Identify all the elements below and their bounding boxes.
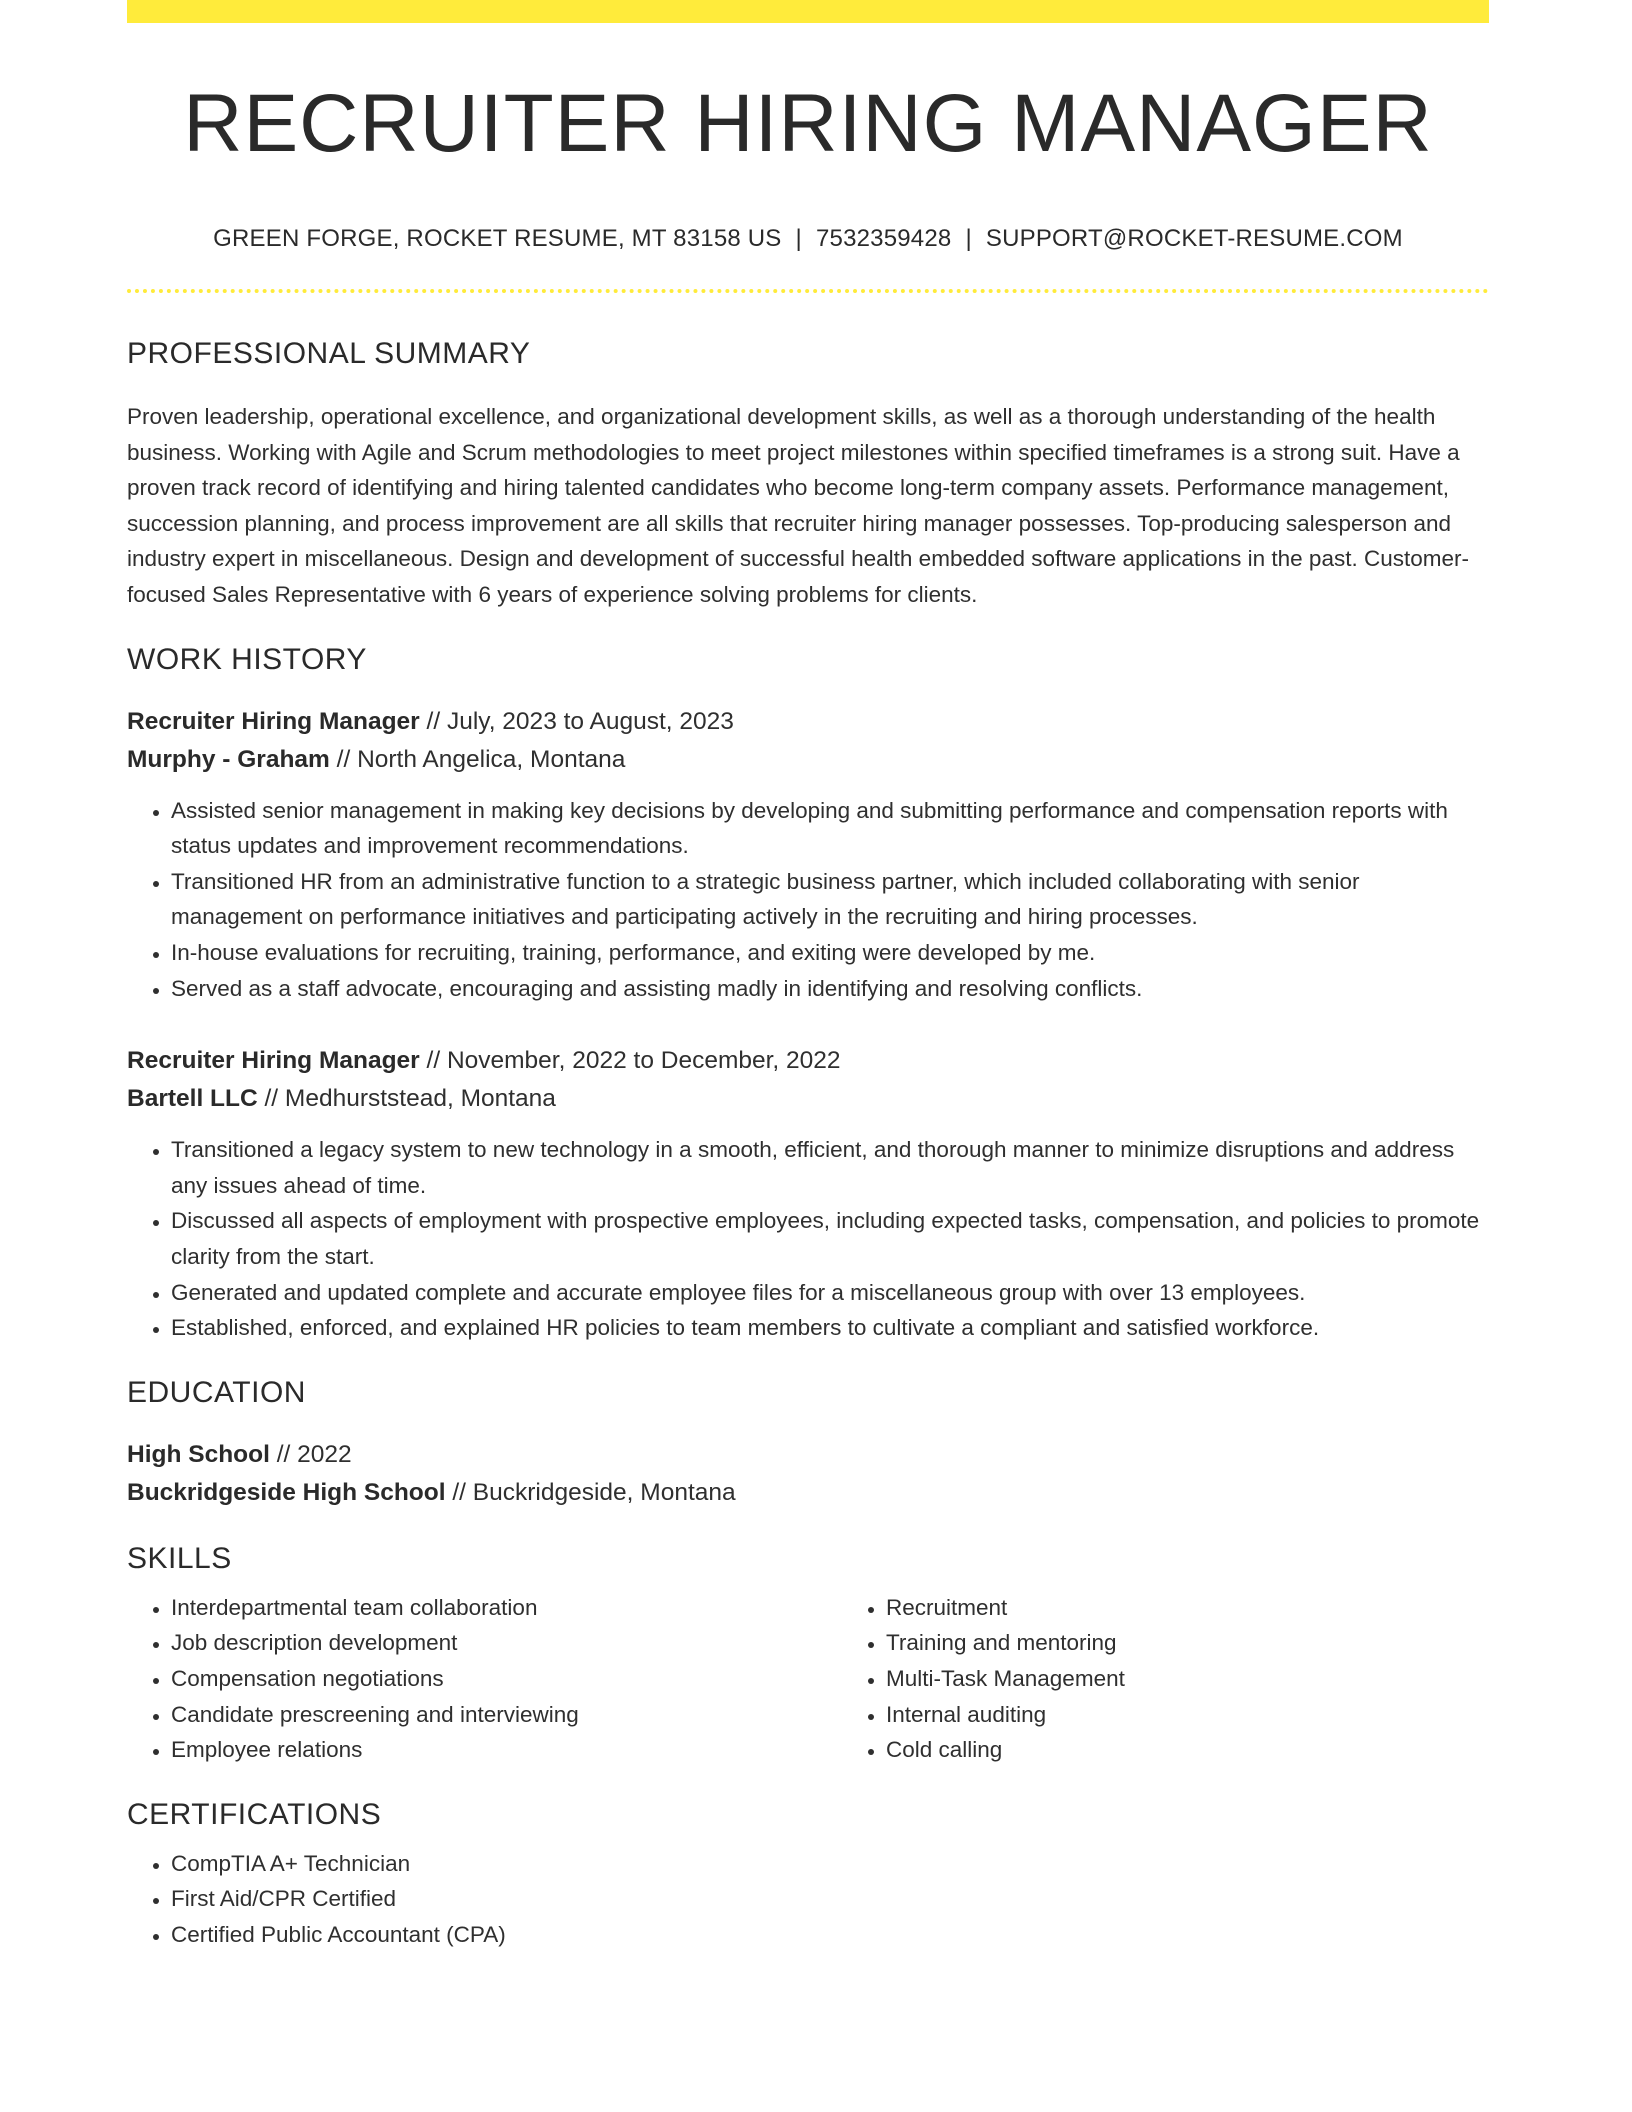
list-item: • CompTIA A+ Technician (171, 1846, 1489, 1882)
contact-line (127, 225, 1489, 253)
list-item: • In-house evaluations for recruiting, training, performance, and exiting were developed by me. (171, 935, 1489, 971)
list-item: • Served as a staff advocate, encouraging and assisting madly in identifying and resolving conflicts. (171, 971, 1489, 1007)
list-item: • Assisted senior management in making key decisions by developing and submitting performance and compensation reports with status updates and improvement recommendations. (171, 793, 1489, 864)
list-item: • Cold calling (886, 1732, 1557, 1768)
list-item: • Training and mentoring (886, 1625, 1557, 1661)
contact-separator: | (965, 225, 972, 253)
list-item: • Transitioned a legacy system to new technology in a smooth, efficient, and thorough manner to minimize disruptions and address any issues ahead of time. (171, 1132, 1489, 1203)
resume-page (127, 0, 1489, 1953)
list-item: • Discussed all aspects of employment with prospective employees, including expected tasks, compensation, and policies to promote clarity from the start. (171, 1203, 1489, 1274)
job-role: Recruiter Hiring Manager (127, 707, 420, 735)
candidate-name: RECRUITER HIRING MANAGER (183, 78, 1433, 169)
graduation-year: // 2022 (269, 1440, 352, 1468)
degree-line (127, 1436, 1489, 1474)
job-title-line (127, 703, 1489, 741)
skills-list-left (127, 1590, 842, 1768)
school-location: // Buckridgeside, Montana (445, 1478, 736, 1506)
list-item: • Internal auditing (886, 1697, 1557, 1733)
list-item: • Multi-Task Management (886, 1661, 1557, 1697)
job-company-line (127, 1080, 1489, 1118)
job-title-line (127, 1042, 1489, 1080)
certifications-section (127, 1798, 1489, 1953)
list-item: • Employee relations (171, 1732, 842, 1768)
summary-text: Proven leadership, operational excellence, and organizational development skills, as well as a thorough understanding of the health business. Working with Agile and Scrum methodologies to meet project milestones within specified timeframes is a strong suit. Have a proven track record of identifying and hiring talented candidates who become long-term company assets. Performance management, succession planning, and process improvement are all skills that recruiter hiring manager possesses. Top-producing salesperson and industry expert in miscellaneous. Design and development of successful health embedded software applications in the past. Customer-focused Sales Representative with 6 years of experience solving problems for clients. (127, 404, 1469, 608)
accent-top-bar (127, 0, 1489, 23)
phone-text: 7532359428 (815, 225, 952, 253)
school-line (127, 1474, 1489, 1512)
section-heading: SKILLS (127, 1541, 232, 1575)
skills-list-right (842, 1590, 1557, 1768)
list-item: • Certified Public Accountant (CPA) (171, 1917, 1489, 1953)
job-bullets (127, 1132, 1489, 1346)
list-item: • Established, enforced, and explained HR policies to team members to cultivate a compliant and satisfied workforce. (171, 1310, 1489, 1346)
list-item: • Recruitment (886, 1590, 1557, 1626)
work-history-section (127, 643, 1489, 1346)
job-role: Recruiter Hiring Manager (127, 1047, 420, 1075)
contact-separator: | (795, 225, 802, 253)
list-item: • First Aid/CPR Certified (171, 1881, 1489, 1917)
section-heading: CERTIFICATIONS (127, 1797, 382, 1831)
certifications-list (127, 1846, 1489, 1953)
job-location: // North Angelica, Montana (329, 745, 626, 773)
job-entry (127, 703, 1489, 1007)
job-company-line (127, 741, 1489, 779)
section-heading: PROFESSIONAL SUMMARY (127, 337, 531, 371)
list-item: • Interdepartmental team collaboration (171, 1590, 842, 1626)
education-entry (127, 1436, 1489, 1512)
list-item: • Job description development (171, 1625, 842, 1661)
job-company: Murphy - Graham (127, 745, 330, 773)
list-item: • Candidate prescreening and interviewing (171, 1697, 842, 1733)
skills-section (127, 1542, 1489, 1768)
job-location: // Medhurststead, Montana (257, 1085, 556, 1113)
degree: High School (127, 1440, 270, 1468)
skills-columns (127, 1590, 1489, 1768)
section-heading: EDUCATION (127, 1375, 306, 1409)
section-heading: WORK HISTORY (127, 642, 367, 676)
job-bullets (127, 793, 1489, 1007)
list-item: • Transitioned HR from an administrative function to a strategic business partner, which included collaborating with senior management on performance initiatives and participating actively in the recruiting and hiring processes. (171, 864, 1489, 935)
job-dates: // November, 2022 to December, 2022 (419, 1047, 841, 1075)
job-entry (127, 1042, 1489, 1346)
school-name: Buckridgeside High School (127, 1478, 446, 1506)
email-text: SUPPORT@ROCKET-RESUME.COM (985, 225, 1403, 253)
list-item: • Compensation negotiations (171, 1661, 842, 1697)
education-section (127, 1376, 1489, 1512)
job-dates: // July, 2023 to August, 2023 (419, 707, 734, 735)
dotted-divider (127, 289, 1489, 293)
job-company: Bartell LLC (127, 1085, 258, 1113)
summary-section (127, 337, 1489, 613)
address-text: GREEN FORGE, ROCKET RESUME, MT 83158 US (213, 225, 782, 253)
list-item: • Generated and updated complete and accurate employee files for a miscellaneous group with over 13 employees. (171, 1275, 1489, 1311)
